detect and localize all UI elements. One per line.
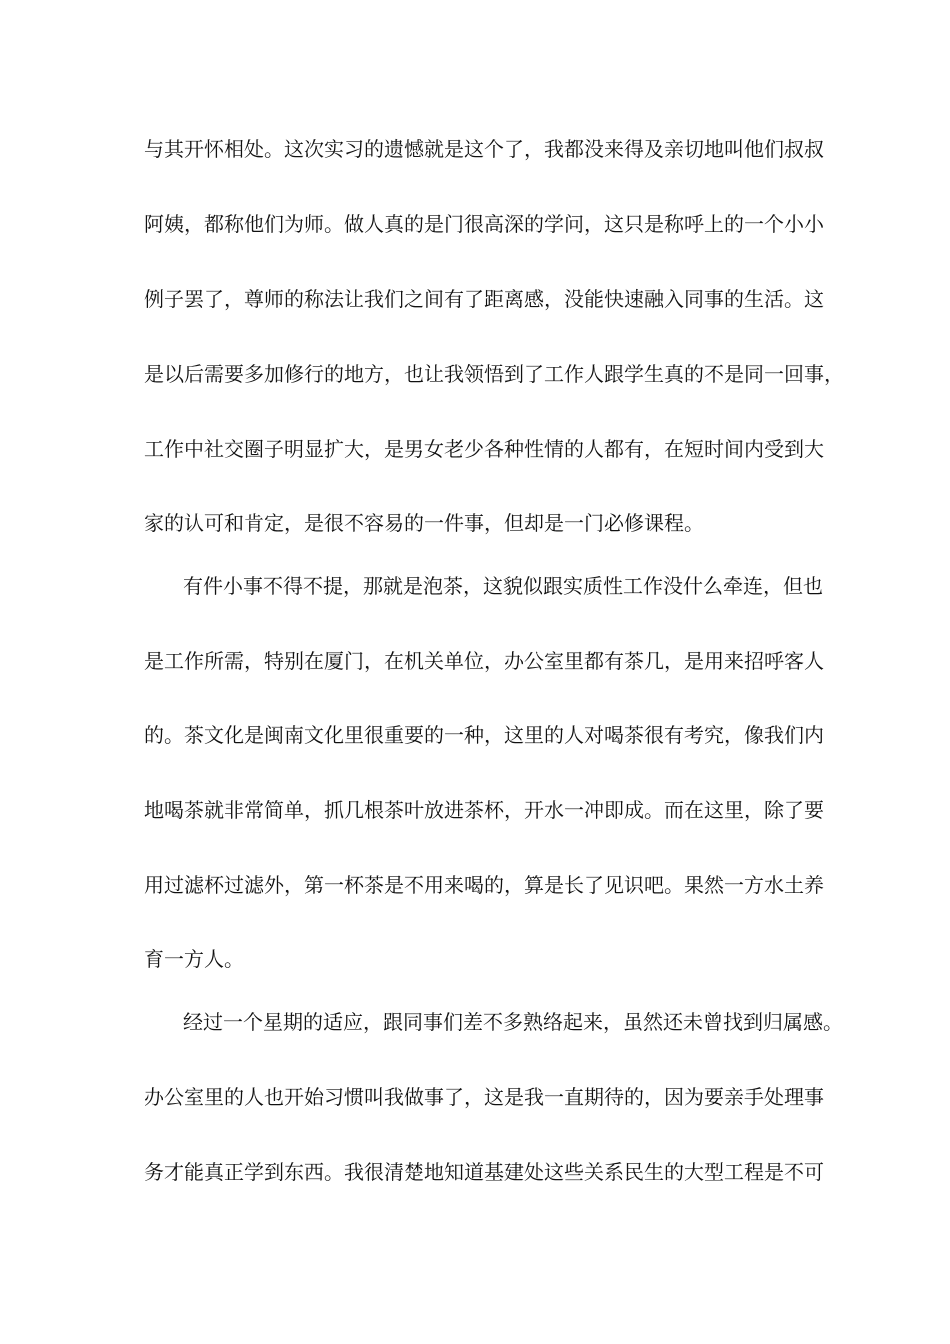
text-line: 是以后需要多加修行的地方，也让我领悟到了工作人跟学生真的不是同一回事， (144, 362, 844, 386)
text-line: 地喝茶就非常简单，抓几根茶叶放进茶杯，开水一冲即成。而在这里，除了要 (144, 798, 824, 822)
text-line: 是工作所需，特别在厦门，在机关单位，办公室里都有茶几，是用来招呼客人 (144, 649, 824, 673)
text-line: 阿姨，都称他们为师。做人真的是门很高深的学问，这只是称呼上的一个小小 (144, 212, 824, 236)
text-line: 的。茶文化是闽南文化里很重要的一种，这里的人对喝茶很有考究，像我们内 (144, 723, 824, 747)
text-line: 务才能真正学到东西。我很清楚地知道基建处这些关系民生的大型工程是不可 (144, 1160, 824, 1184)
text-line: 办公室里的人也开始习惯叫我做事了，这是我一直期待的，因为要亲手处理事 (144, 1085, 824, 1109)
paragraph-first-line: 有件小事不得不提，那就是泡茶，这貌似跟实质性工作没什么牵连，但也 (183, 574, 823, 598)
text-line: 育一方人。 (144, 947, 244, 971)
text-line: 例子罢了，尊师的称法让我们之间有了距离感，没能快速融入同事的生活。这 (144, 287, 824, 311)
text-line: 工作中社交圈子明显扩大，是男女老少各种性情的人都有，在短时间内受到大 (144, 437, 824, 461)
paragraph-first-line: 经过一个星期的适应，跟同事们差不多熟络起来，虽然还未曾找到归属感。 (183, 1010, 843, 1034)
text-line: 家的认可和肯定，是很不容易的一件事，但却是一门必修课程。 (144, 511, 704, 535)
text-line: 用过滤杯过滤外，第一杯茶是不用来喝的，算是长了见识吧。果然一方水土养 (144, 873, 824, 897)
text-line: 与其开怀相处。这次实习的遗憾就是这个了，我都没来得及亲切地叫他们叔叔 (144, 137, 824, 161)
